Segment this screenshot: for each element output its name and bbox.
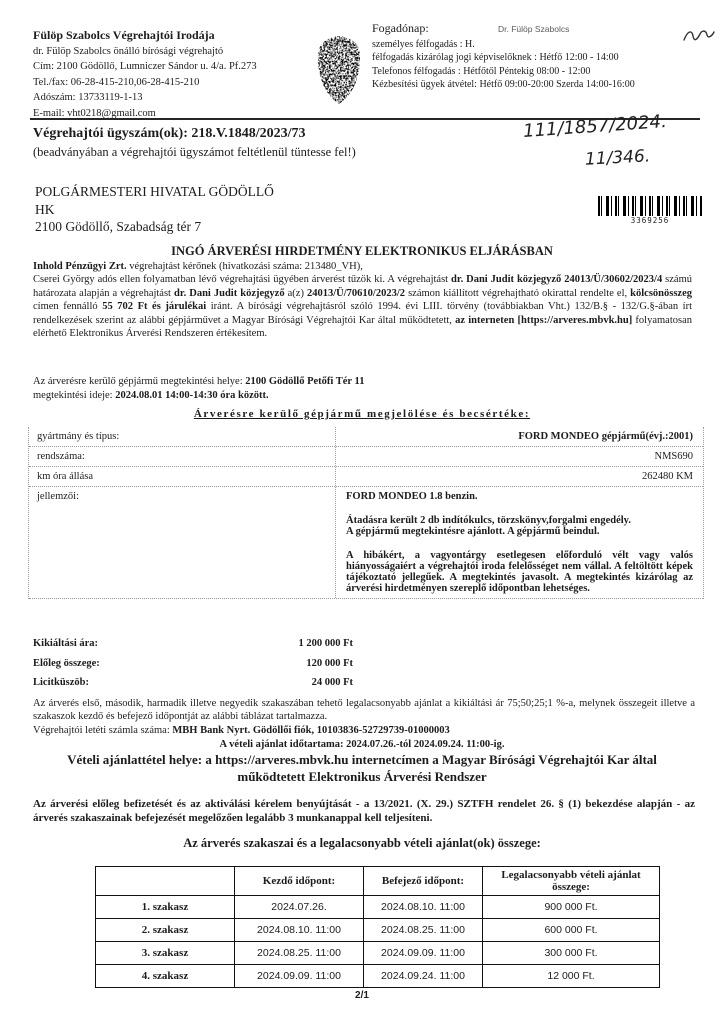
case-number-line: Végrehajtói ügyszám(ok): 218.V.1848/2023/73 xyxy=(33,126,306,141)
office-phone: Tel./fax: 06-28-415-210,06-28-415-210 xyxy=(33,76,200,88)
stage-lowest-offer: 900 000 Ft. xyxy=(483,896,660,919)
stages-table-heading: Az árverés szakaszai és a legalacsonyabb vételi ajánlat(ok) összege: xyxy=(183,836,541,850)
account-label: Végrehajtói letéti számla száma: xyxy=(33,725,173,736)
text-segment: kölcsönösszeg xyxy=(630,287,692,299)
viewing-time-line xyxy=(33,390,269,401)
case-note-line: (beadványában a végrehajtói ügyszámot feltétlenül tüntesse fel!) xyxy=(33,145,356,159)
header-cell-start: Kezdő időpont: xyxy=(235,867,364,896)
characteristics-paragraph: Átadásra került 2 db indítókulcs, törzskönyv,forgalmi engedély. xyxy=(346,515,631,526)
vehicle-plate-label: rendszáma: xyxy=(37,451,85,462)
deposit-amount-value: 120 000 Ft xyxy=(306,657,353,669)
offer-place-line: Vételi ajánlattétel helye: a https://arveres.mbvk.hu internetcímen a Magyar Bírósági Végrehajtói Kar által működtetett Elektronikus Árverési Rendszer xyxy=(67,752,657,784)
vehicle-plate-value: NMS690 xyxy=(335,447,703,466)
viewing-time-value: 2024.08.01 14:00-14:30 óra között. xyxy=(115,390,269,401)
barcode-stripes xyxy=(598,196,702,216)
reception-line: Telefonos félfogadás : Hétfőtől Péntekig 08:00 - 12:00 xyxy=(372,65,591,77)
stage-start: 2024.07.26. xyxy=(235,896,364,919)
coat-of-arms-stamp-icon xyxy=(313,34,365,111)
account-value: MBH Bank Nyrt. Gödöllői fiók, 10103836-52729739-01000003 xyxy=(172,725,450,736)
stage-lowest-offer: 12 000 Ft. xyxy=(483,965,660,988)
vehicle-table xyxy=(28,427,704,599)
office-name: Fülöp Szabolcs Végrehajtói Irodája xyxy=(33,28,215,42)
stage-lowest-offer: 300 000 Ft. xyxy=(483,942,660,965)
signature-mark xyxy=(682,26,716,51)
reception-line: Kézbesítési ügyek átvétel: Hétfő 09:00-20:00 Szerda 14:00-16:00 xyxy=(372,78,635,90)
starting-price-label: Kikiáltási ára: xyxy=(33,638,99,649)
office-address: Cím: 2100 Gödöllő, Lumniczer Sándor u. 4/a. Pf.273 xyxy=(33,61,257,72)
text-segment: dr. Dani Judit közjegyző xyxy=(174,287,285,299)
text-segment: dr. Dani Judit közjegyző 24013/Ü/30602/2023/4 xyxy=(451,274,663,286)
stage-start: 2024.08.25. 11:00 xyxy=(235,942,364,965)
handwritten-reference-2: 11/346. xyxy=(584,146,651,170)
table-row xyxy=(96,896,660,919)
header-cell-end: Befejező időpont: xyxy=(364,867,483,896)
office-line: dr. Fülöp Szabolcs önálló bírósági végrehajtó xyxy=(33,45,224,57)
characteristics-paragraph: A hibákért, a vagyontárgy esetlegesen előforduló vélt vagy valós hiányosságaiért a végrehajtói iroda felelősséget nem vállal. A feltöltött képek tájékoztató jellegűek. A megtekintés javasolt. A megtekintés kizárólag az árverési hirdetményen szereplő időpontban lehetséges. xyxy=(346,550,693,594)
starting-price-value: 1 200 000 Ft xyxy=(298,638,353,649)
barcode-number: 3369256 xyxy=(630,216,670,225)
table-row xyxy=(96,919,660,942)
table-row xyxy=(29,447,703,467)
vehicle-km-value: 262480 KM xyxy=(335,467,703,486)
header-cell-lowest-offer: Legalacsonyabb vételi ajánlat összege: xyxy=(483,867,660,896)
vehicle-km-label: km óra állása xyxy=(37,471,93,482)
office-info-block xyxy=(33,28,333,121)
table-row xyxy=(96,965,660,988)
reception-line: félfogadás kizárólag jogi képviselőknek : Hétfő 12:00 - 14:00 xyxy=(372,52,619,64)
reception-title: Fogadónap: xyxy=(372,21,429,35)
intro-paragraph xyxy=(33,260,692,340)
stage-name: 2. szakasz xyxy=(96,919,235,942)
price-row xyxy=(33,638,353,649)
viewing-place-line xyxy=(33,376,364,387)
table-row xyxy=(29,487,703,599)
vehicle-make-value: FORD MONDEO gépjármű(évj.:2001) xyxy=(335,427,703,446)
addressee-code: HK xyxy=(35,201,55,217)
deposit-amount-label: Előleg összege: xyxy=(33,657,100,669)
stage-end: 2024.08.10. 11:00 xyxy=(364,896,483,919)
document-title: INGÓ ÁRVERÉSI HIRDETMÉNY ELEKTRONIKUS ELJÁRÁSBAN xyxy=(171,244,553,258)
stage-end: 2024.08.25. 11:00 xyxy=(364,919,483,942)
text-segment: a(z) xyxy=(284,287,308,299)
addressee-name: POLGÁRMESTERI HIVATAL GÖDÖLLŐ xyxy=(35,184,274,199)
stage-end: 2024.09.24. 11:00 xyxy=(364,965,483,988)
text-segment: Inhold Pénzügyi Zrt. xyxy=(33,261,127,272)
handwritten-reference-1: 111/1857/2024. xyxy=(522,111,668,142)
prices-block xyxy=(33,638,353,697)
offer-period-line: A vételi ajánlat időtartama: 2024.07.26.-tól 2024.09.24. 11:00-ig. xyxy=(219,739,505,750)
viewing-time-label: megtekintési ideje: xyxy=(33,390,116,401)
bid-threshold-label: Licitküszöb: xyxy=(33,677,90,688)
addressee-address: 2100 Gödöllő, Szabadság tér 7 xyxy=(35,219,202,234)
text-segment: számon kiállított végrehajtható okirattal rendelte el, xyxy=(405,287,631,299)
stage-name: 3. szakasz xyxy=(96,942,235,965)
header-cell-empty xyxy=(96,867,235,896)
deposit-deadline-paragraph: Az árverési előleg befizetését és az aktiválási kérelem benyújtását - a 13/2021. (X. 29.) SZTFH rendelet 26. § (1) bekezdése alapján - az árverés szakaszainak befejezését megelőzően legalább 3 munkanappal kell teljesíteni. xyxy=(33,798,695,824)
stage-name: 4. szakasz xyxy=(96,965,235,988)
text-segment: 24013/Ü/70610/2023/2 xyxy=(307,287,406,299)
stage-end: 2024.09.09. 11:00 xyxy=(364,942,483,965)
table-header-row xyxy=(96,867,660,896)
price-row xyxy=(33,677,353,688)
vehicle-chars-label: jellemzői: xyxy=(37,491,79,502)
text-segment: 55 702 Ft és járulékai xyxy=(102,301,207,313)
text-segment: címen fennálló xyxy=(33,301,103,313)
vehicle-make-label: gyártmány és típus: xyxy=(37,431,120,442)
viewing-place-label: Az árverésre kerülő gépjármű megtekintési helye: xyxy=(33,376,246,387)
text-segment: az interneten [https://arveres.mbvk.hu] xyxy=(455,314,633,326)
table-row xyxy=(29,427,703,447)
page-number: 2/1 xyxy=(355,990,369,1001)
reception-line: személyes félfogadás : H. xyxy=(372,39,475,51)
deposit-account-line xyxy=(33,725,450,736)
viewing-place-value: 2100 Gödöllő Petőfi Tér 11 xyxy=(245,376,365,387)
text-segment: folyamatosan elérhető Elektronikus Árverési Rendszeren értékesítem. xyxy=(33,314,692,340)
vehicle-section-heading: Árverésre kerülő gépjármű megjelölése és becsértéke: xyxy=(193,408,531,420)
stages-note-paragraph: Az árverés első, második, harmadik illetve negyedik szakaszában tehető legalacsonyabb ajánlat a kikiáltási ár 75;50;25;1 %-a, melynek összegeit illetve a szakaszok kezdő és befejező időpontját az alábbi táblázat tartalmazza. xyxy=(33,698,695,722)
table-row xyxy=(96,942,660,965)
text-segment: végrehajtást kérőnek (hivatkozási száma: 213480_VH), xyxy=(126,261,363,272)
addressee-block xyxy=(35,183,274,236)
stage-name: 1. szakasz xyxy=(96,896,235,919)
table-row xyxy=(29,467,703,487)
text-segment: számú határozata alapján a végrehajtást xyxy=(33,274,693,299)
characteristics-paragraph: A gépjármű megtekintésre ajánlott. A gépjármű beindul. xyxy=(346,526,600,537)
price-row xyxy=(33,658,353,669)
vehicle-characteristics xyxy=(335,487,703,598)
bid-threshold-value: 24 000 Ft xyxy=(311,677,353,688)
stamped-name-text: Dr. Fülöp Szabolcs xyxy=(498,24,570,34)
office-email: E-mail: vht0218@gmail.com xyxy=(33,107,156,119)
text-segment: Cserei György adós ellen folyamatban lévő végrehajtási ügyében árverést tűzök ki. A végrehajtást xyxy=(33,274,452,286)
stages-table xyxy=(95,866,660,988)
stage-lowest-offer: 600 000 Ft. xyxy=(483,919,660,942)
text-segment: iránt. A bírósági végrehajtásról szóló 1994. évi LIII. törvény (továbbiakban Vht.) 132/B.§ - 132/G.§-ában írt rendelkezések szerint az alábbi gépjárművet a Magyar Bírósági Végrehajtói Kar által működtetett, xyxy=(33,301,692,326)
barcode xyxy=(598,196,702,225)
stage-start: 2024.09.09. 11:00 xyxy=(235,965,364,988)
characteristics-paragraph: FORD MONDEO 1.8 benzin. xyxy=(346,491,478,502)
stage-start: 2024.08.10. 11:00 xyxy=(235,919,364,942)
office-tax-number: Adószám: 13733119-1-13 xyxy=(33,92,143,103)
